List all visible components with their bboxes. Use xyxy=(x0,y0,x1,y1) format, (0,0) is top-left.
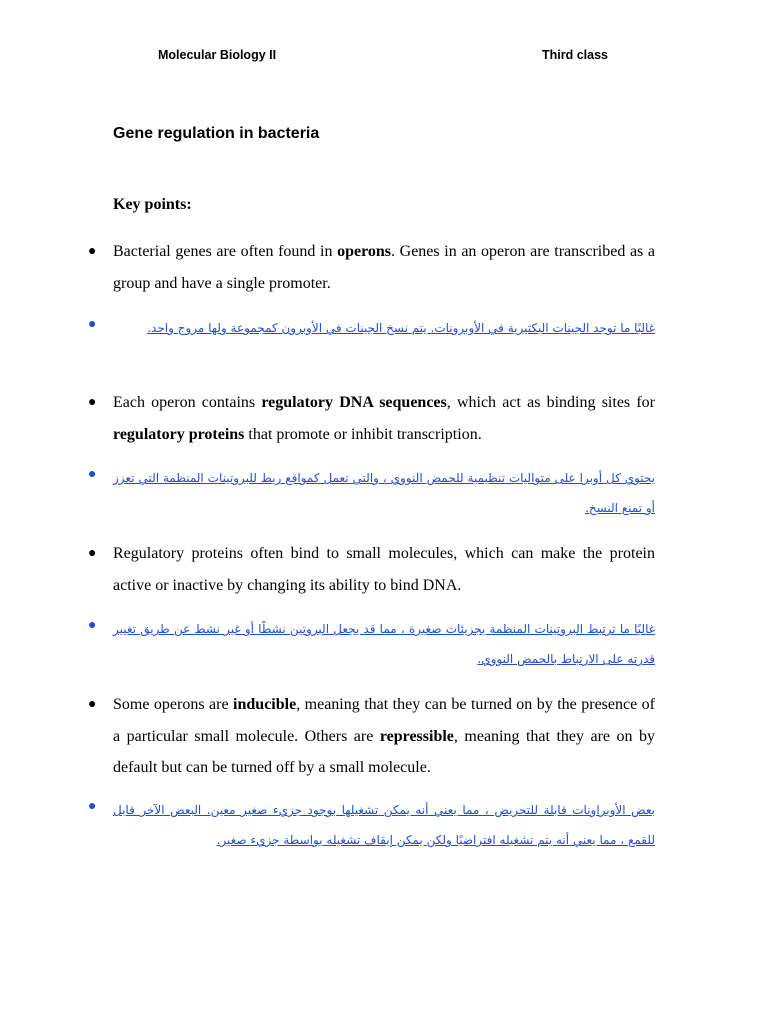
bullet-icon: ● xyxy=(88,467,97,482)
english-text: Bacterial genes are often found in operons. Genes in an operon are transcribed as a group and have a single promoter. xyxy=(113,243,656,292)
list-item xyxy=(88,689,655,784)
english-text: Some operons are inducible, meaning that they can be turned on by the presence of a particular small molecule. Others are repressible, meaning that they are on by default but can be turned off by a small molecule. xyxy=(113,696,655,776)
list-item xyxy=(88,538,655,601)
list-item xyxy=(88,463,655,523)
english-text: Each operon contains regulatory DNA sequences, which act as binding sites for regulatory proteins that promote or inhibit transcription. xyxy=(113,394,655,443)
arabic-translation: بعض الأوبراونات قابلة للتحريض ، مما يعني أنه يمكن تشغيلها بوجود جزيء صغير معين. البعض الآخر قابل للقمع ، مما يعني أنه يتم تشغيله افتراضيًا ولكن يمكن إيقاف تشغيله بواسطة جزيء صغير. xyxy=(113,803,655,847)
class-level: Third class xyxy=(542,48,608,62)
list-item xyxy=(88,614,655,674)
bullet-icon: ● xyxy=(88,546,97,561)
list-item xyxy=(88,795,655,855)
bullet-icon: ● xyxy=(88,697,97,712)
bullet-icon: ● xyxy=(88,799,97,814)
list-item xyxy=(88,313,655,343)
arabic-translation: غالبًا ما ترتبط البروتينات المنظمة بجزيئات صغيرة ، مما قد يجعل البروتين نشطًا أو غير نشط عن طريق تغيير قدرته على الارتباط بالحمض النووي. xyxy=(113,622,655,666)
bullet-icon: ● xyxy=(88,244,97,259)
english-text: Regulatory proteins often bind to small molecules, which can make the protein active or inactive by changing its ability to bind DNA. xyxy=(113,545,655,594)
bullet-icon: ● xyxy=(88,395,97,410)
arabic-translation: يحتوي كل أوبرا على متواليات تنظيمية للحمض النووي ، والتي تعمل كمواقع ربط للبروتينات المنظمة التي تعزز أو تمنع النسخ. xyxy=(113,471,655,515)
course-name: Molecular Biology II xyxy=(158,48,277,62)
bullet-icon: ● xyxy=(88,317,97,332)
page-title: Gene regulation in bacteria xyxy=(113,125,320,142)
list-item xyxy=(88,387,655,450)
bullet-icon: ● xyxy=(88,618,97,633)
list-item xyxy=(88,236,655,299)
key-points-heading: Key points: xyxy=(113,196,192,213)
arabic-translation: غالبًا ما توجد الجينات البكتيرية في الأوبرونات. يتم نسخ الجينات في الأوبرون كمجموعة ولها مروج واحد. xyxy=(147,321,655,335)
